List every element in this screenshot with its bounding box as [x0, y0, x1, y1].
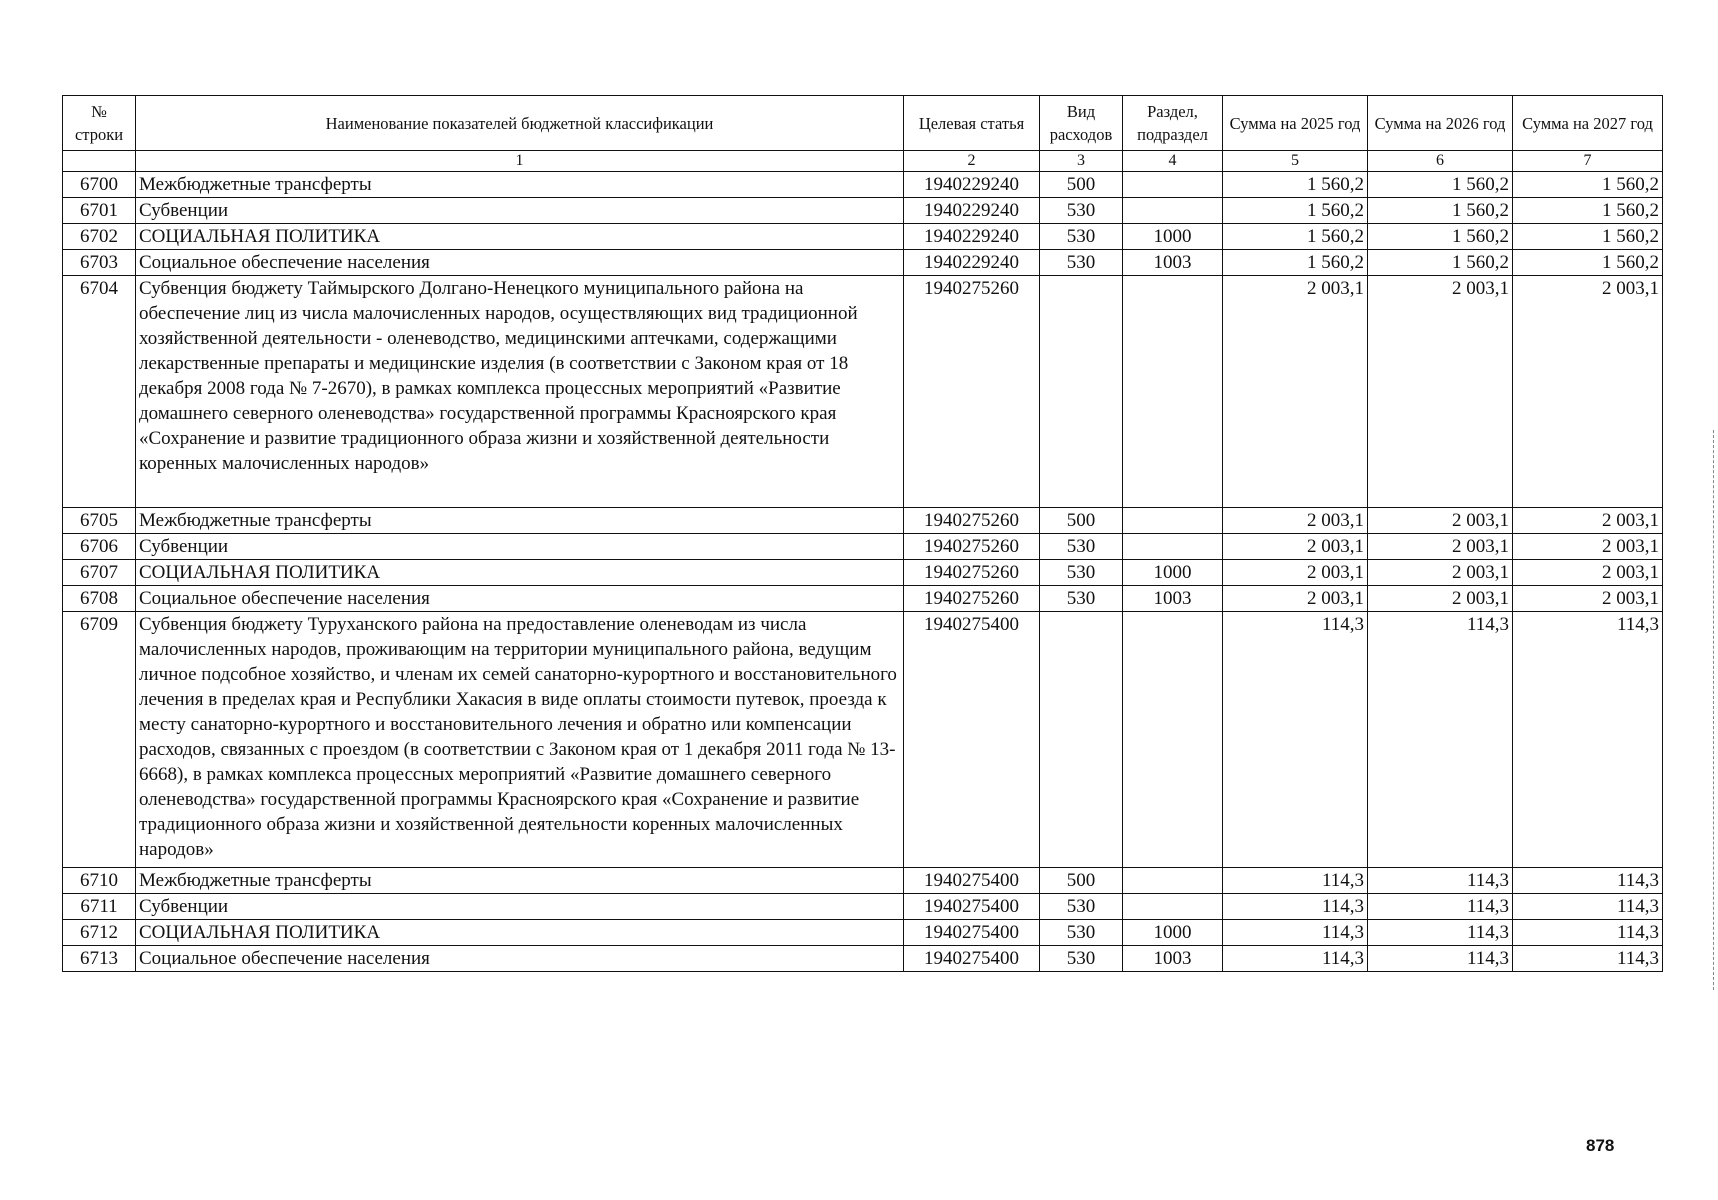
- row-number: 6701: [63, 198, 136, 224]
- section-code: [1123, 508, 1223, 534]
- sum-2027: 114,3: [1513, 920, 1663, 946]
- sum-2025: 1 560,2: [1223, 172, 1368, 198]
- target-article: 1940275400: [904, 920, 1040, 946]
- sum-2026: 2 003,1: [1368, 586, 1513, 612]
- section-code: [1123, 894, 1223, 920]
- expense-type: 500: [1040, 868, 1123, 894]
- expense-type: 530: [1040, 534, 1123, 560]
- expense-type: 530: [1040, 586, 1123, 612]
- table-row: [63, 920, 1663, 946]
- row-number: 6703: [63, 250, 136, 276]
- sum-2026: 114,3: [1368, 612, 1513, 868]
- header-section: Раздел, подраздел: [1123, 96, 1223, 151]
- expense-type: [1040, 612, 1123, 868]
- row-number: 6704: [63, 276, 136, 508]
- sum-2025: 2 003,1: [1223, 534, 1368, 560]
- sum-2025: 114,3: [1223, 920, 1368, 946]
- section-code: [1123, 868, 1223, 894]
- header-sum-2027: Сумма на 2027 год: [1513, 96, 1663, 151]
- sum-2025: 1 560,2: [1223, 224, 1368, 250]
- table-row: [63, 534, 1663, 560]
- table-row: [63, 250, 1663, 276]
- row-number: 6706: [63, 534, 136, 560]
- sum-2025: 2 003,1: [1223, 586, 1368, 612]
- table-row: [63, 508, 1663, 534]
- sum-2027: 114,3: [1513, 612, 1663, 868]
- sum-2026: 1 560,2: [1368, 172, 1513, 198]
- row-name: Социальное обеспечение населения: [136, 946, 904, 972]
- section-code: 1003: [1123, 250, 1223, 276]
- row-number: 6707: [63, 560, 136, 586]
- row-name: Субвенция бюджету Туруханского района на предоставление оленеводам из числа малочисленных народов, проживающим на территории муниципального района, ведущим личное подсобное хозяйство, и членам их семей санаторно-курортного и восстановительного лечения в пределах края и Республики Хакасия в виде оплаты стоимости путевок, проезда к месту санаторно-курортного и восстановительного лечения и обратно или компенсации расходов, связанных с проездом (в соответствии с Законом края от 1 декабря 2011 года № 13-6668), в рамках комплекса процессных мероприятий «Развитие домашнего северного оленеводства» государственной программы Красноярского края «Сохранение и развитие традиционного образа жизни и хозяйственной деятельности коренных малочисленных народов»: [136, 612, 904, 868]
- row-number: 6709: [63, 612, 136, 868]
- row-name: СОЦИАЛЬНАЯ ПОЛИТИКА: [136, 560, 904, 586]
- section-code: [1123, 534, 1223, 560]
- section-code: 1000: [1123, 560, 1223, 586]
- row-number: 6702: [63, 224, 136, 250]
- column-number-row: [63, 151, 1663, 172]
- sum-2026: 114,3: [1368, 920, 1513, 946]
- sum-2025: 114,3: [1223, 868, 1368, 894]
- sum-2027: 114,3: [1513, 946, 1663, 972]
- target-article: 1940275260: [904, 560, 1040, 586]
- expense-type: 530: [1040, 250, 1123, 276]
- table-row: [63, 198, 1663, 224]
- sum-2027: 2 003,1: [1513, 534, 1663, 560]
- header-row: [63, 96, 1663, 151]
- section-code: [1123, 276, 1223, 508]
- sum-2026: 2 003,1: [1368, 276, 1513, 508]
- target-article: 1940275400: [904, 868, 1040, 894]
- row-name: СОЦИАЛЬНАЯ ПОЛИТИКА: [136, 920, 904, 946]
- header-name: Наименование показателей бюджетной классификации: [136, 96, 904, 151]
- column-number: 4: [1123, 151, 1223, 172]
- expense-type: 530: [1040, 198, 1123, 224]
- row-number: 6708: [63, 586, 136, 612]
- column-number: 3: [1040, 151, 1123, 172]
- table-body: [63, 172, 1663, 972]
- expense-type: 530: [1040, 920, 1123, 946]
- section-code: [1123, 612, 1223, 868]
- expense-type: 500: [1040, 508, 1123, 534]
- sum-2026: 2 003,1: [1368, 560, 1513, 586]
- sum-2025: 114,3: [1223, 894, 1368, 920]
- sum-2025: 2 003,1: [1223, 508, 1368, 534]
- row-name: Субвенции: [136, 894, 904, 920]
- row-name: Субвенции: [136, 198, 904, 224]
- target-article: 1940275260: [904, 586, 1040, 612]
- sum-2025: 114,3: [1223, 612, 1368, 868]
- column-number: 7: [1513, 151, 1663, 172]
- expense-type: [1040, 276, 1123, 508]
- sum-2027: 1 560,2: [1513, 198, 1663, 224]
- table-row: [63, 946, 1663, 972]
- target-article: 1940275400: [904, 894, 1040, 920]
- expense-type: 530: [1040, 946, 1123, 972]
- table-row: [63, 612, 1663, 868]
- row-name: Межбюджетные трансферты: [136, 868, 904, 894]
- target-article: 1940275260: [904, 534, 1040, 560]
- sum-2025: 2 003,1: [1223, 276, 1368, 508]
- sum-2025: 114,3: [1223, 946, 1368, 972]
- header-sum-2026: Сумма на 2026 год: [1368, 96, 1513, 151]
- section-code: 1000: [1123, 920, 1223, 946]
- expense-type: 500: [1040, 172, 1123, 198]
- target-article: 1940229240: [904, 198, 1040, 224]
- expense-type: 530: [1040, 224, 1123, 250]
- section-code: 1003: [1123, 586, 1223, 612]
- column-number: [63, 151, 136, 172]
- table-row: [63, 560, 1663, 586]
- column-number: 2: [904, 151, 1040, 172]
- section-code: 1003: [1123, 946, 1223, 972]
- sum-2027: 1 560,2: [1513, 172, 1663, 198]
- scan-edge-artifact: [1713, 430, 1714, 990]
- row-name: СОЦИАЛЬНАЯ ПОЛИТИКА: [136, 224, 904, 250]
- expense-type: 530: [1040, 560, 1123, 586]
- column-number: 6: [1368, 151, 1513, 172]
- row-name: Межбюджетные трансферты: [136, 508, 904, 534]
- sum-2025: 2 003,1: [1223, 560, 1368, 586]
- row-number: 6711: [63, 894, 136, 920]
- target-article: 1940275260: [904, 276, 1040, 508]
- sum-2026: 114,3: [1368, 868, 1513, 894]
- sum-2027: 114,3: [1513, 894, 1663, 920]
- section-code: [1123, 198, 1223, 224]
- sum-2027: 114,3: [1513, 868, 1663, 894]
- sum-2025: 1 560,2: [1223, 250, 1368, 276]
- row-number: 6700: [63, 172, 136, 198]
- section-code: [1123, 172, 1223, 198]
- row-name: Социальное обеспечение населения: [136, 586, 904, 612]
- target-article: 1940275260: [904, 508, 1040, 534]
- table-row: [63, 172, 1663, 198]
- sum-2027: 1 560,2: [1513, 224, 1663, 250]
- table-row: [63, 224, 1663, 250]
- table-row: [63, 586, 1663, 612]
- table-row: [63, 868, 1663, 894]
- section-code: 1000: [1123, 224, 1223, 250]
- sum-2026: 1 560,2: [1368, 224, 1513, 250]
- row-name: Субвенция бюджету Таймырского Долгано-Ненецкого муниципального района на обеспечение лиц из числа малочисленных народов, осуществляющих вид традиционной хозяйственной деятельности - оленеводство, медицинскими аптечками, содержащими лекарственные препараты и медицинские изделия (в соответствии с Законом края от 18 декабря 2008 года № 7-2670), в рамках комплекса процессных мероприятий «Развитие домашнего северного оленеводства» государственной программы Красноярского края «Сохранение и развитие традиционного образа жизни и хозяйственной деятельности коренных малочисленных народов»: [136, 276, 904, 508]
- table-row: [63, 276, 1663, 508]
- page-number: 878: [1586, 1136, 1615, 1155]
- sum-2027: 2 003,1: [1513, 560, 1663, 586]
- row-number: 6710: [63, 868, 136, 894]
- sum-2027: 2 003,1: [1513, 586, 1663, 612]
- sum-2026: 1 560,2: [1368, 198, 1513, 224]
- header-expense-type: Вид расходов: [1040, 96, 1123, 151]
- row-name: Субвенции: [136, 534, 904, 560]
- header-row-number: № строки: [63, 96, 136, 151]
- column-number: 5: [1223, 151, 1368, 172]
- expense-type: 530: [1040, 894, 1123, 920]
- sum-2026: 114,3: [1368, 946, 1513, 972]
- row-number: 6705: [63, 508, 136, 534]
- sum-2026: 2 003,1: [1368, 508, 1513, 534]
- target-article: 1940275400: [904, 612, 1040, 868]
- sum-2027: 2 003,1: [1513, 508, 1663, 534]
- column-number: 1: [136, 151, 904, 172]
- sum-2026: 1 560,2: [1368, 250, 1513, 276]
- table-row: [63, 894, 1663, 920]
- row-number: 6712: [63, 920, 136, 946]
- sum-2026: 2 003,1: [1368, 534, 1513, 560]
- row-name: Межбюджетные трансферты: [136, 172, 904, 198]
- target-article: 1940229240: [904, 172, 1040, 198]
- target-article: 1940229240: [904, 250, 1040, 276]
- target-article: 1940275400: [904, 946, 1040, 972]
- row-number: 6713: [63, 946, 136, 972]
- budget-table: [62, 95, 1663, 972]
- sum-2027: 2 003,1: [1513, 276, 1663, 508]
- sum-2025: 1 560,2: [1223, 198, 1368, 224]
- target-article: 1940229240: [904, 224, 1040, 250]
- header-sum-2025: Сумма на 2025 год: [1223, 96, 1368, 151]
- sum-2026: 114,3: [1368, 894, 1513, 920]
- header-target-article: Целевая статья: [904, 96, 1040, 151]
- row-name: Социальное обеспечение населения: [136, 250, 904, 276]
- sum-2027: 1 560,2: [1513, 250, 1663, 276]
